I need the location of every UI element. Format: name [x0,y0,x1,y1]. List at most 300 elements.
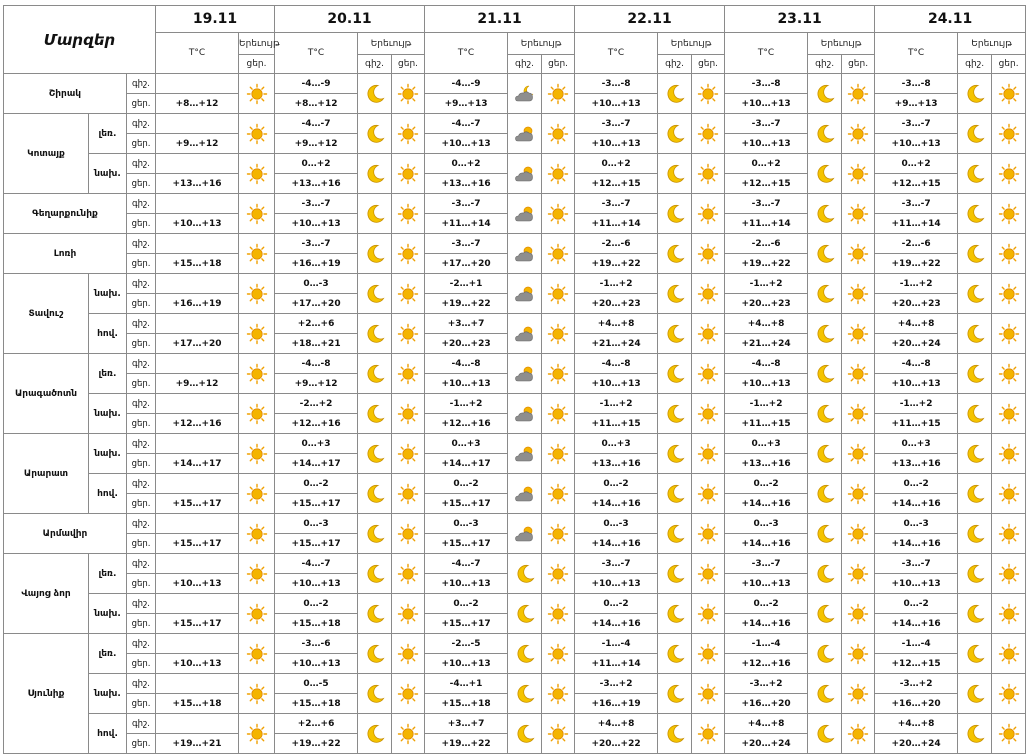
moon-icon [964,283,986,305]
day-temp: +13…+16 [425,174,508,194]
night-temp: -1…+2 [725,394,808,414]
day-temp: +14…+16 [875,494,958,514]
night-temp: -1…+2 [875,274,958,294]
sun-icon [547,483,569,505]
night-temp [156,314,239,334]
night-temp: 0…+3 [575,434,658,454]
night-temp: -3…-7 [725,554,808,574]
day-label: ցեր. [127,134,156,154]
day-temp: +14…+16 [575,534,658,554]
day-temp: +15…+17 [425,614,508,634]
day-temp: +15…+18 [275,694,358,714]
subregion-name: հով. [89,714,127,754]
moon-icon [814,243,836,265]
moon-icon [664,363,686,385]
day-temp: +14…+17 [156,454,239,474]
sun-icon [998,283,1020,305]
day-temp: +12…+15 [725,174,808,194]
night-temp: -4…-7 [275,554,358,574]
day-temp: +8…+12 [156,94,239,114]
moon-icon [964,163,986,185]
night-temp: 0…-2 [425,474,508,494]
moon-icon [364,723,386,745]
sun-icon [397,723,419,745]
day-temp: +10…+13 [156,574,239,594]
day-temp: +9…+12 [156,374,239,394]
subregion-name: նախ. [89,154,127,194]
sun-icon [697,323,719,345]
night-temp [156,634,239,654]
night-temp: -3…-7 [875,194,958,214]
date-header: 20.11 [275,6,425,33]
day-temp: +12…+16 [725,654,808,674]
moon-icon [364,83,386,105]
night-temp: -3…-7 [575,194,658,214]
sun-icon [397,523,419,545]
day-label: ցեր. [127,454,156,474]
night-label: գիշ. [127,74,156,94]
temp-header: T°C [575,33,658,74]
day-temp: +12…+16 [275,414,358,434]
day-temp: +17…+20 [156,334,239,354]
night-temp: 0…-5 [275,674,358,694]
night-header: գիշ. [958,55,992,74]
night-temp: -1…+2 [575,274,658,294]
night-temp: -3…-8 [575,74,658,94]
region-name: Լոռի [4,234,127,274]
night-temp: -4…-7 [425,554,508,574]
moon-icon [664,323,686,345]
day-temp: +10…+13 [875,374,958,394]
night-temp: 0…-2 [725,594,808,614]
cloud-sun-icon [514,123,536,145]
region-name: Կոտայք [4,114,89,194]
night-temp [156,74,239,94]
temp-header: T°C [275,33,358,74]
sun-icon [547,123,569,145]
sun-icon [397,163,419,185]
moon-icon [964,443,986,465]
moon-icon [964,563,986,585]
sun-icon [998,403,1020,425]
night-temp: -1…-4 [575,634,658,654]
night-temp: 0…-3 [725,514,808,534]
day-temp: +16…+19 [275,254,358,274]
night-label: գիշ. [127,434,156,454]
day-temp: +10…+13 [275,654,358,674]
sun-icon [998,603,1020,625]
day-temp: +14…+17 [275,454,358,474]
cloud-sun-icon [514,323,536,345]
moon-icon [664,403,686,425]
day-temp: +14…+16 [875,534,958,554]
sun-icon [697,243,719,265]
day-temp: +17…+20 [275,294,358,314]
day-temp: +14…+16 [725,614,808,634]
moon-icon [364,123,386,145]
day-label: ցեր. [127,574,156,594]
date-header: 21.11 [425,6,575,33]
night-temp [156,474,239,494]
night-temp: 0…-2 [275,594,358,614]
day-temp: +11…+14 [575,214,658,234]
moon-icon [664,83,686,105]
night-label: գիշ. [127,394,156,414]
night-label: գիշ. [127,594,156,614]
day-temp: +15…+17 [275,534,358,554]
night-temp: 0…+2 [425,154,508,174]
region-name: Տավուշ [4,274,89,354]
day-temp: +20…+23 [875,294,958,314]
moon-icon [364,203,386,225]
day-temp: +10…+13 [275,574,358,594]
moon-icon [664,443,686,465]
moon-icon [964,243,986,265]
subregion-name: լեռ. [89,114,127,154]
forecast-row-night [4,714,1026,734]
night-temp: 0…-2 [575,594,658,614]
night-temp: -3…-8 [725,74,808,94]
cloud-sun-icon [514,363,536,385]
night-temp: -2…-6 [875,234,958,254]
night-temp: 0…+2 [575,154,658,174]
night-temp: 0…+2 [725,154,808,174]
day-temp: +10…+13 [725,374,808,394]
night-temp: -3…-7 [425,194,508,214]
cloud-sun-icon [514,283,536,305]
date-header: 24.11 [875,6,1026,33]
night-temp: 0…+3 [425,434,508,454]
sun-icon [547,603,569,625]
day-header: ցեր. [392,55,425,74]
day-temp: +11…+15 [725,414,808,434]
day-temp: +19…+22 [275,734,358,754]
night-temp: 0…+3 [275,434,358,454]
day-header: ցեր. [842,55,875,74]
moon-icon [964,523,986,545]
forecast-row-night [4,674,1026,694]
day-temp: +8…+12 [275,94,358,114]
moon-icon [364,403,386,425]
sun-icon [547,523,569,545]
date-header: 22.11 [575,6,725,33]
sun-icon [697,683,719,705]
regions-header: Մարզեր [4,6,156,74]
sun-icon [246,683,268,705]
moon-icon [664,483,686,505]
temp-header: T°C [156,33,239,74]
night-label: գիշ. [127,194,156,214]
sun-icon [246,243,268,265]
sun-icon [847,403,869,425]
day-temp: +15…+18 [156,254,239,274]
day-header: ցեր. [992,55,1026,74]
night-temp: -3…-7 [425,234,508,254]
sun-icon [847,643,869,665]
night-label: գիշ. [127,274,156,294]
day-temp: +15…+17 [156,614,239,634]
day-temp: +10…+13 [425,134,508,154]
night-temp: +4…+8 [575,714,658,734]
day-temp: +10…+13 [575,94,658,114]
sun-icon [246,403,268,425]
day-label: ցեր. [127,174,156,194]
sun-icon [397,323,419,345]
sun-icon [697,723,719,745]
sun-icon [847,203,869,225]
day-label: ցեր. [127,254,156,274]
night-temp: -4…+1 [425,674,508,694]
phenomenon-header: Երեւույթ [808,33,875,55]
region-name: Սյունիք [4,634,89,754]
night-temp: +3…+7 [425,714,508,734]
sun-icon [397,123,419,145]
temp-header: T°C [725,33,808,74]
sun-icon [998,523,1020,545]
night-label: գիշ. [127,354,156,374]
night-temp: +4…+8 [575,314,658,334]
forecast-row-night [4,234,1026,254]
sun-icon [998,643,1020,665]
night-temp: -2…+2 [275,394,358,414]
day-temp: +10…+13 [425,654,508,674]
day-temp: +10…+13 [575,374,658,394]
sun-icon [397,83,419,105]
day-temp: +20…+24 [875,334,958,354]
night-temp: 0…-2 [275,474,358,494]
forecast-row-night [4,554,1026,574]
day-temp: +10…+13 [875,134,958,154]
night-temp [156,594,239,614]
night-temp: -1…+2 [875,394,958,414]
sun-icon [847,683,869,705]
night-temp: -3…-7 [875,114,958,134]
moon-icon [364,283,386,305]
day-temp: +10…+13 [275,214,358,234]
phenomenon-header: Երեւույթ [958,33,1026,55]
sun-icon [847,283,869,305]
day-temp: +11…+14 [875,214,958,234]
sun-icon [697,603,719,625]
region-name: Արարատ [4,434,89,514]
subregion-name: նախ. [89,674,127,714]
night-temp [156,434,239,454]
day-temp: +19…+22 [575,254,658,274]
moon-icon [814,363,836,385]
day-label: ցեր. [127,614,156,634]
night-temp: +2…+6 [275,714,358,734]
moon-icon [514,643,536,665]
night-temp: -3…+2 [725,674,808,694]
sun-icon [397,643,419,665]
subregion-name: նախ. [89,394,127,434]
day-temp: +13…+16 [875,454,958,474]
day-temp: +14…+16 [725,534,808,554]
day-temp: +9…+13 [425,94,508,114]
night-header: գիշ. [658,55,692,74]
night-label: գիշ. [127,634,156,654]
moon-icon [814,163,836,185]
day-temp: +12…+15 [575,174,658,194]
region-name: Արմավիր [4,514,127,554]
sun-icon [697,563,719,585]
sun-icon [246,323,268,345]
day-temp: +21…+24 [575,334,658,354]
sun-icon [998,243,1020,265]
day-temp: +19…+22 [425,294,508,314]
moon-icon [514,723,536,745]
moon-icon [514,563,536,585]
night-temp: -2…-6 [725,234,808,254]
day-temp: +19…+22 [875,254,958,274]
sun-icon [397,563,419,585]
moon-icon [814,563,836,585]
night-temp [156,114,239,134]
phenomenon-header: Երեւույթ [358,33,425,55]
moon-icon [664,123,686,145]
date-header: 23.11 [725,6,875,33]
day-temp: +13…+16 [275,174,358,194]
moon-icon [814,83,836,105]
day-temp: +15…+17 [275,494,358,514]
sun-icon [998,483,1020,505]
day-temp: +20…+24 [875,734,958,754]
sun-icon [547,643,569,665]
night-label: գիշ. [127,714,156,734]
night-temp: -4…-8 [725,354,808,374]
night-temp: +4…+8 [725,314,808,334]
day-temp: +14…+16 [725,494,808,514]
night-temp: -1…-4 [875,634,958,654]
weather-forecast-table [3,5,1026,754]
sun-icon [246,443,268,465]
night-temp: -3…-8 [875,74,958,94]
moon-icon [664,243,686,265]
sun-icon [697,403,719,425]
sun-icon [998,83,1020,105]
moon-icon [964,483,986,505]
day-temp: +12…+16 [156,414,239,434]
sun-icon [847,243,869,265]
night-temp: +2…+6 [275,314,358,334]
night-temp: 0…-3 [875,514,958,534]
moon-icon [664,203,686,225]
moon-icon [364,603,386,625]
sun-icon [547,363,569,385]
forecast-row-night [4,114,1026,134]
subregion-name: լեռ. [89,554,127,594]
night-temp: -4…-8 [425,354,508,374]
sun-icon [246,723,268,745]
moon-icon [664,683,686,705]
day-temp: +20…+23 [575,294,658,314]
night-temp [156,194,239,214]
night-temp: -3…-7 [275,194,358,214]
day-temp: +20…+23 [725,294,808,314]
sun-icon [246,643,268,665]
sun-icon [547,83,569,105]
sun-icon [998,363,1020,385]
forecast-row-night [4,274,1026,294]
region-name: Գեղարքունիք [4,194,127,234]
moon-icon [364,243,386,265]
day-temp: +14…+16 [575,494,658,514]
day-temp: +14…+17 [425,454,508,474]
sun-icon [847,123,869,145]
subregion-name: լեռ. [89,634,127,674]
sun-icon [847,163,869,185]
sun-icon [847,523,869,545]
night-header: գիշ. [358,55,392,74]
night-temp: 0…+2 [275,154,358,174]
sun-icon [847,363,869,385]
sun-icon [397,603,419,625]
day-temp: +10…+13 [875,574,958,594]
sun-icon [697,483,719,505]
day-temp: +13…+16 [156,174,239,194]
sun-icon [998,723,1020,745]
day-temp: +13…+16 [725,454,808,474]
night-temp: -3…+2 [575,674,658,694]
night-temp: 0…-3 [575,514,658,534]
cloud-sun-icon [514,523,536,545]
forecast-row-night [4,354,1026,374]
phenomenon-header: Երեւույթ [658,33,725,55]
forecast-row-night [4,74,1026,94]
night-temp: -4…-7 [275,114,358,134]
night-temp: -1…-4 [725,634,808,654]
sun-icon [998,163,1020,185]
night-temp: 0…+3 [725,434,808,454]
moon-icon [364,363,386,385]
night-temp: -2…-6 [575,234,658,254]
sun-icon [246,483,268,505]
day-temp: +15…+17 [425,494,508,514]
night-temp: -4…-8 [575,354,658,374]
day-label: ցեր. [127,494,156,514]
forecast-row-night [4,394,1026,414]
night-temp [156,354,239,374]
night-label: գիշ. [127,474,156,494]
moon-icon [814,123,836,145]
day-temp: +21…+24 [725,334,808,354]
sun-icon [697,123,719,145]
sun-icon [697,443,719,465]
moon-icon [814,723,836,745]
sun-icon [998,323,1020,345]
night-temp: 0…-3 [425,514,508,534]
phenomenon-header: Երեւույթ [239,33,275,55]
day-temp: +13…+16 [575,454,658,474]
moon-icon [664,643,686,665]
moon-icon [964,603,986,625]
sun-icon [547,403,569,425]
sun-icon [397,683,419,705]
subregion-name: լեռ. [89,354,127,394]
sun-icon [847,83,869,105]
cloud-sun-icon [514,243,536,265]
day-temp: +16…+20 [725,694,808,714]
moon-icon [964,123,986,145]
cloud-sun-icon [514,403,536,425]
moon-icon [964,323,986,345]
moon-icon [964,723,986,745]
night-temp: -4…-8 [875,354,958,374]
day-label: ցեր. [127,734,156,754]
day-temp: +19…+22 [725,254,808,274]
night-temp: 0…-3 [275,514,358,534]
sun-icon [697,523,719,545]
